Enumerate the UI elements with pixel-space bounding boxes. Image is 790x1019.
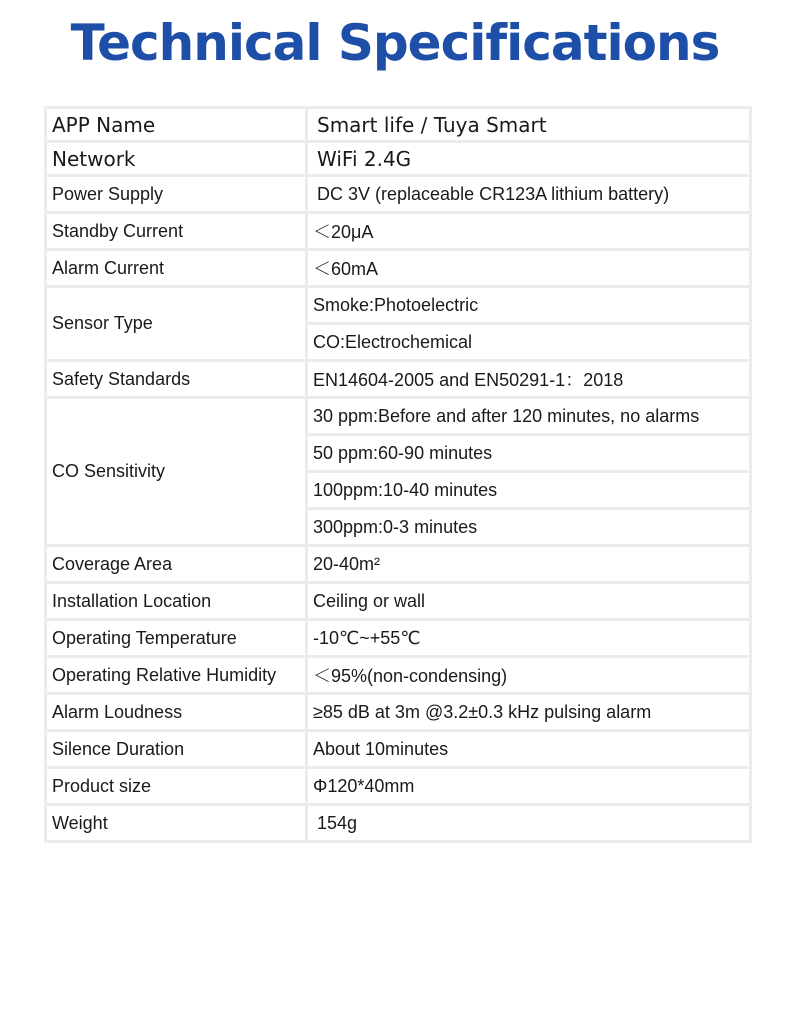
spec-row-installation-location <box>46 583 751 620</box>
spec-value: 20-40m² <box>307 546 751 583</box>
spec-row-network <box>46 142 751 176</box>
spec-label: Silence Duration <box>46 731 307 768</box>
spec-value: Smart life / Tuya Smart <box>307 108 751 142</box>
spec-value: 50 ppm:60-90 minutes <box>307 435 751 472</box>
spec-label: Operating Temperature <box>46 620 307 657</box>
spec-label: Sensor Type <box>46 287 307 361</box>
spec-label: Operating Relative Humidity <box>46 657 307 694</box>
spec-value: About 10minutes <box>307 731 751 768</box>
spec-value: ＜60mA <box>307 250 751 287</box>
spec-row-operating-temperature <box>46 620 751 657</box>
spec-row-app-name <box>46 108 751 142</box>
spec-row-alarm-loudness <box>46 694 751 731</box>
spec-label: Safety Standards <box>46 361 307 398</box>
spec-value: DC 3V (replaceable CR123A lithium battery) <box>307 176 751 213</box>
spec-value: WiFi 2.4G <box>307 142 751 176</box>
spec-value: ＜95%(non-condensing) <box>307 657 751 694</box>
spec-table <box>44 106 752 843</box>
spec-value: 300ppm:0-3 minutes <box>307 509 751 546</box>
spec-label: CO Sensitivity <box>46 398 307 546</box>
spec-label: APP Name <box>46 108 307 142</box>
spec-label: Coverage Area <box>46 546 307 583</box>
spec-row-power-supply <box>46 176 751 213</box>
spec-row-safety-standards <box>46 361 751 398</box>
spec-value: Smoke:Photoelectric <box>307 287 751 324</box>
spec-label: Standby Current <box>46 213 307 250</box>
spec-row-sensor-type <box>46 287 751 324</box>
spec-label: Product size <box>46 768 307 805</box>
spec-label: Alarm Loudness <box>46 694 307 731</box>
spec-row-operating-humidity <box>46 657 751 694</box>
spec-row-alarm-current <box>46 250 751 287</box>
spec-value: EN14604-2005 and EN50291-1：2018 <box>307 361 751 398</box>
spec-row-product-size <box>46 768 751 805</box>
spec-label: Weight <box>46 805 307 842</box>
spec-row-co-sensitivity <box>46 398 751 435</box>
spec-value: ＜20μA <box>307 213 751 250</box>
spec-row-standby-current <box>46 213 751 250</box>
spec-label: Installation Location <box>46 583 307 620</box>
spec-label: Alarm Current <box>46 250 307 287</box>
spec-value: 100ppm:10-40 minutes <box>307 472 751 509</box>
spec-value: Φ120*40mm <box>307 768 751 805</box>
spec-label: Network <box>46 142 307 176</box>
spec-row-coverage-area <box>46 546 751 583</box>
spec-row-weight <box>46 805 751 842</box>
spec-value: 154g <box>307 805 751 842</box>
spec-value: 30 ppm:Before and after 120 minutes, no alarms <box>307 398 751 435</box>
spec-row-silence-duration <box>46 731 751 768</box>
spec-value: Ceiling or wall <box>307 583 751 620</box>
spec-value: CO:Electrochemical <box>307 324 751 361</box>
spec-label: Power Supply <box>46 176 307 213</box>
spec-value: ≥85 dB at 3m @3.2±0.3 kHz pulsing alarm <box>307 694 751 731</box>
page-title: Technical Specifications <box>70 14 720 72</box>
spec-value: -10℃~+55℃ <box>307 620 751 657</box>
